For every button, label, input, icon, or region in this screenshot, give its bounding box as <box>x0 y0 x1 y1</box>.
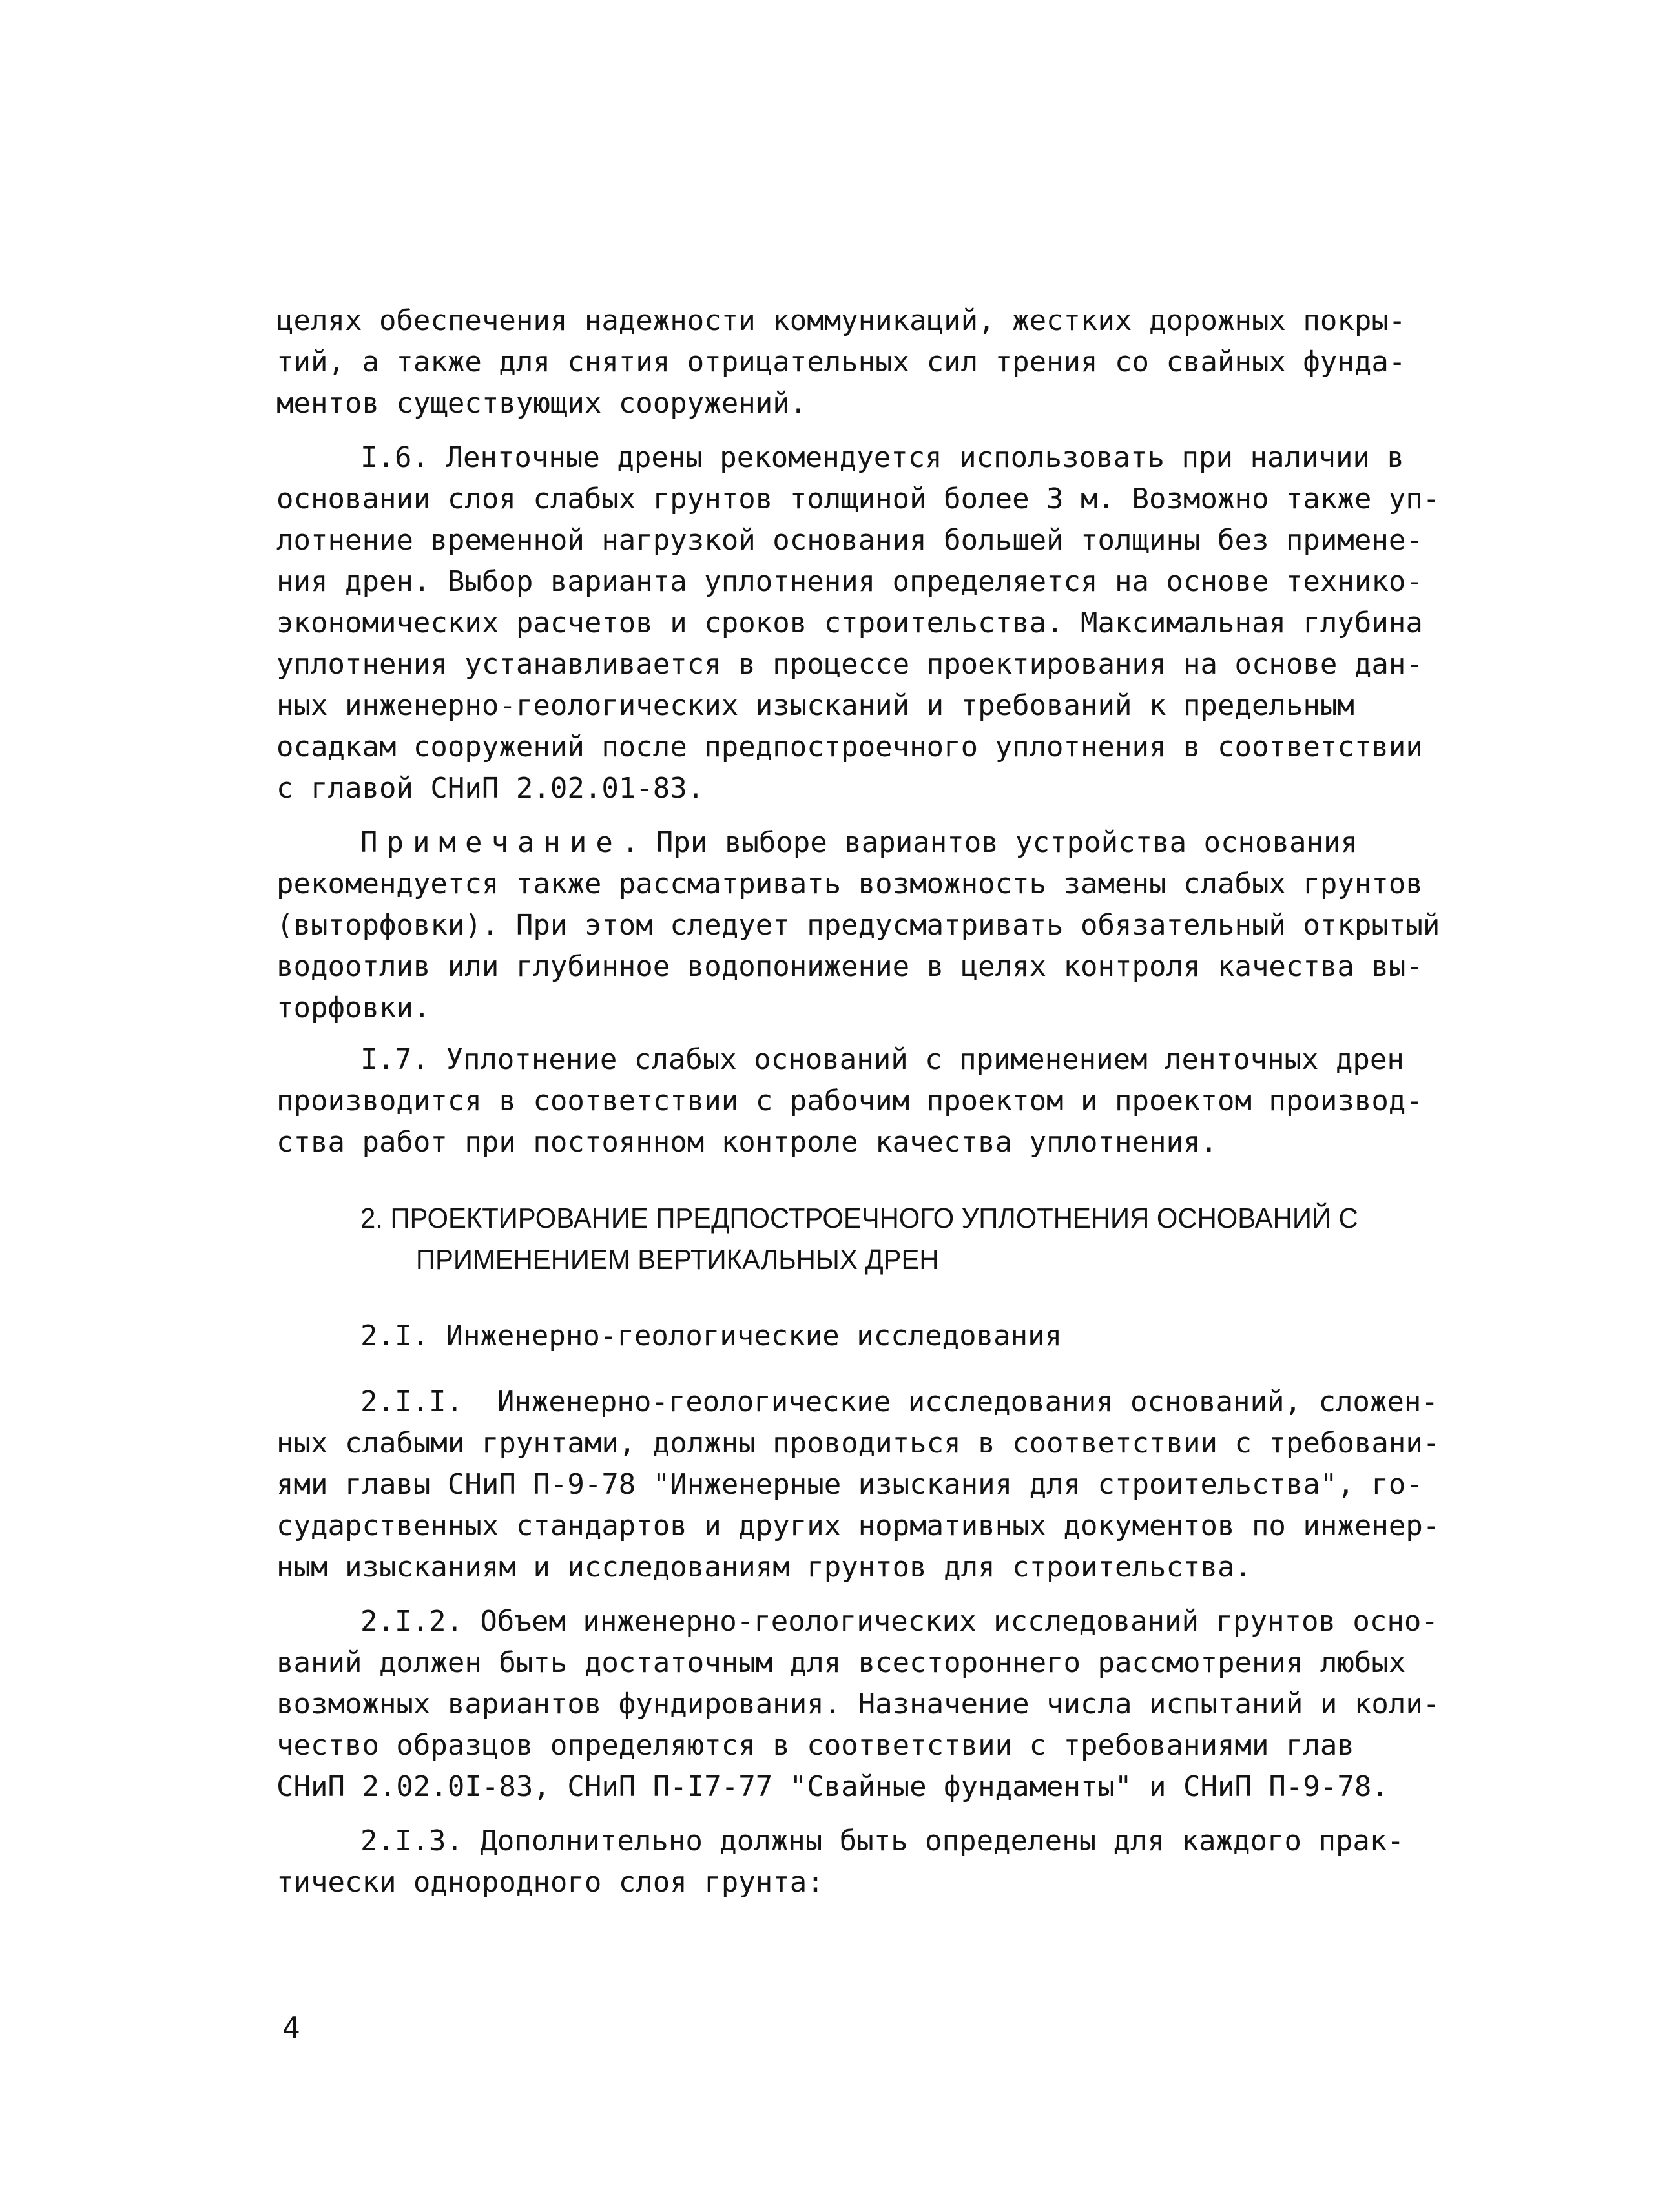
subsection-heading: 2.I. Инженерно-геологические исследования <box>360 1319 1062 1352</box>
text-line: водоотлив или глубинное водопонижение в целях контроля качества вы- <box>276 950 1423 983</box>
text-line: лотнение временной нагрузкой основания большей толщины без примене- <box>276 524 1423 557</box>
text-line: тически однородного слоя грунта: <box>276 1866 824 1899</box>
text-line: ных инженерно-геологических изысканий и требований к предельным <box>276 689 1354 722</box>
text-line: рекомендуется также рассматривать возможность замены слабых грунтов <box>276 867 1423 900</box>
text-line: ных слабыми грунтами, должны проводиться в соответствии с требовани- <box>276 1427 1440 1460</box>
paragraph-2-1-1-first-line: 2.I.I. Инженерно-геологические исследования оснований, сложен- <box>360 1385 1438 1418</box>
text-line: экономических расчетов и сроков строительства. Максимальная глубина <box>276 606 1423 639</box>
paragraph-2-1-3-first-line: 2.I.3. Дополнительно должны быть определены для каждого прак- <box>360 1824 1404 1857</box>
note-first-line <box>360 822 1358 863</box>
text-line: ния дрен. Выбор варианта уплотнения определяется на основе технико- <box>276 565 1423 598</box>
text-line: торфовки. <box>276 991 431 1024</box>
text-line: (выторфовки). При этом следует предусматривать обязательный открытый <box>276 909 1440 942</box>
text-line: ным изысканиям и исследованиям грунтов для строительства. <box>276 1551 1252 1584</box>
text-line: ства работ при постоянном контроле качества уплотнения. <box>276 1126 1217 1159</box>
text-line: сударственных стандартов и других нормативных документов по инженер- <box>276 1509 1440 1542</box>
text-line: тий, а также для снятия отрицательных сил трения со свайных фунда- <box>276 346 1406 378</box>
text-line: ментов существующих сооружений. <box>276 387 807 420</box>
note-label: Примечание <box>360 826 622 859</box>
text-line: ями главы СНиП П-9-78 "Инженерные изыскания для строительства", го- <box>276 1468 1423 1501</box>
paragraph-1-6-first-line: I.6. Ленточные дрены рекомендуется использовать при наличии в <box>360 441 1404 474</box>
section-heading-line1: 2. ПРОЕКТИРОВАНИЕ ПРЕДПОСТРОЕЧНОГО УПЛОТНЕНИЯ ОСНОВАНИЙ С <box>360 1203 1358 1234</box>
text-line: ваний должен быть достаточным для всестороннего рассмотрения любых <box>276 1646 1406 1679</box>
text-line: чество образцов определяются в соответствии с требованиями глав <box>276 1729 1354 1762</box>
text-line: целях обеспечения надежности коммуникаций, жестких дорожных покры- <box>276 304 1406 337</box>
text-line: СНиП 2.02.0I-83, СНиП П-I7-77 "Свайные фундаменты" и СНиП П-9-78. <box>276 1770 1389 1803</box>
text-line: производится в соответствии с рабочим проектом и проектом производ- <box>276 1084 1423 1117</box>
text-line: уплотнения устанавливается в процессе проектирования на основе дан- <box>276 648 1423 681</box>
text-line: осадкам сооружений после предпостроечного уплотнения в соответствии <box>276 730 1423 763</box>
paragraph-1-7-first-line: I.7. Уплотнение слабых оснований с применением ленточных дрен <box>360 1043 1404 1076</box>
section-heading-line2: ПРИМЕНЕНИЕМ ВЕРТИКАЛЬНЫХ ДРЕН <box>416 1244 939 1276</box>
note-first-line-rest: . При выборе вариантов устройства основания <box>621 826 1358 859</box>
text-line: возможных вариантов фундирования. Назначение числа испытаний и коли- <box>276 1688 1440 1721</box>
text-line: с главой СНиП 2.02.01-83. <box>276 772 705 805</box>
paragraph-2-1-2-first-line: 2.I.2. Объем инженерно-геологических исследований грунтов осно- <box>360 1605 1438 1638</box>
text-line: основании слоя слабых грунтов толщиной более 3 м. Возможно также уп- <box>276 482 1440 515</box>
page-number: 4 <box>282 2010 300 2045</box>
